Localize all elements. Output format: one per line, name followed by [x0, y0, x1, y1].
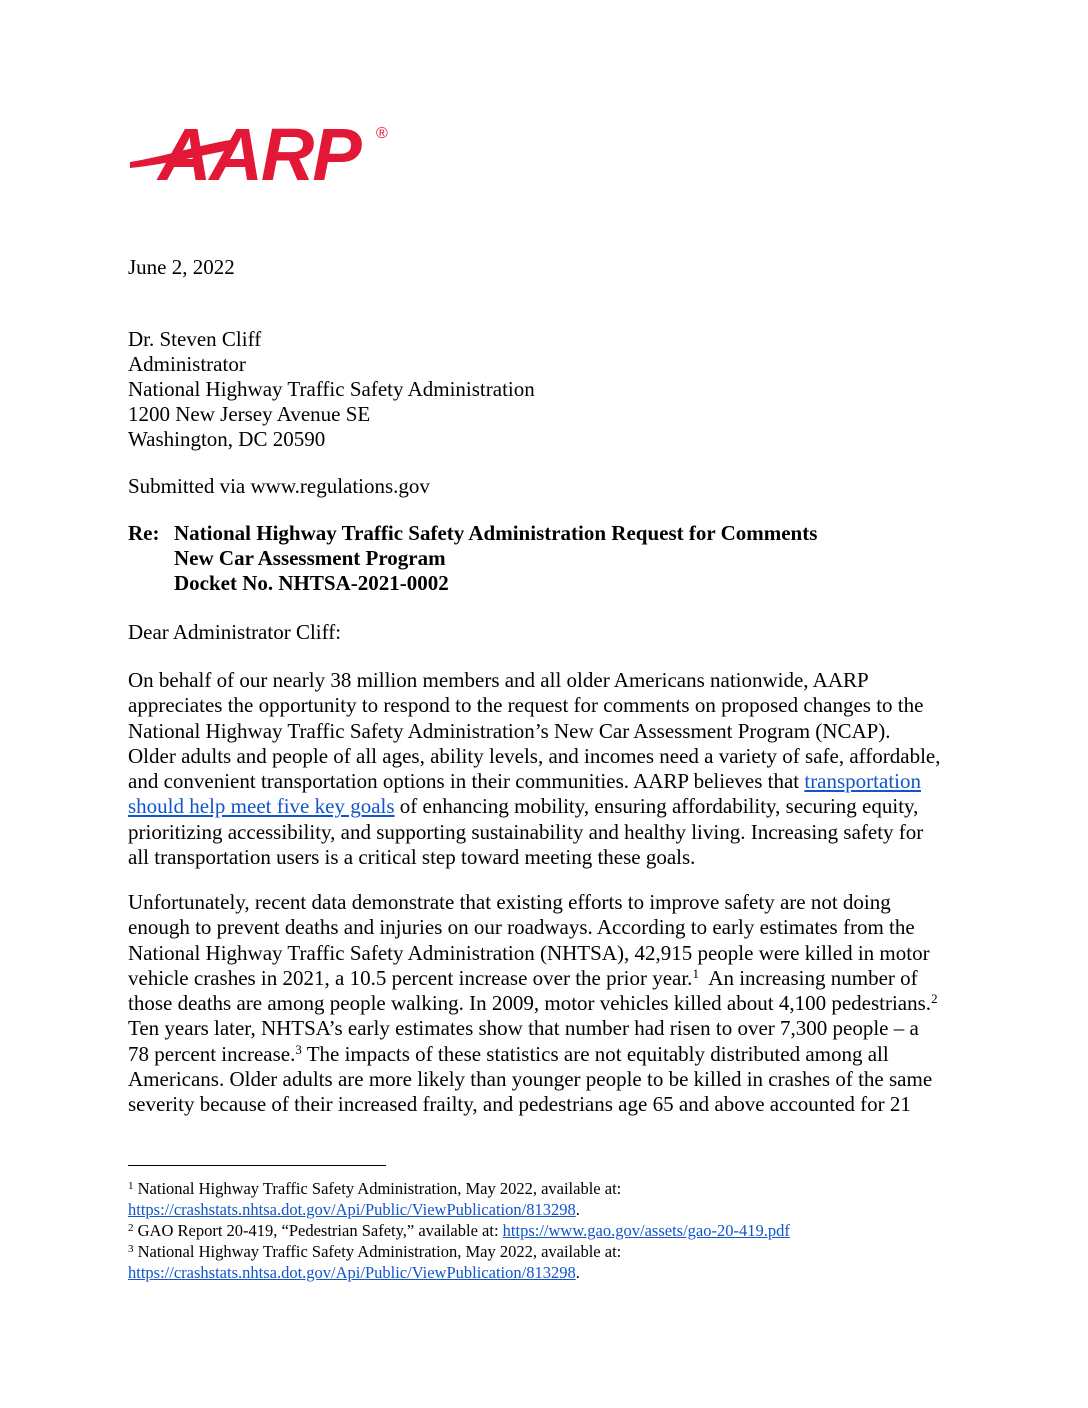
letter-date: June 2, 2022 — [128, 255, 235, 279]
footnote-2-link[interactable]: https://www.gao.gov/assets/gao-20-419.pdf — [502, 1221, 790, 1240]
text-span: 78 percent increase. — [128, 1041, 296, 1066]
text-span: those deaths are among people walking. In 2009, motor vehicles killed about 4,100 pedestrians. — [128, 991, 932, 1016]
re-label: Re: — [128, 521, 160, 545]
subject-block — [128, 521, 817, 596]
text-line: prioritizing accessibility, and supporting sustainability and healthy living. Increasing safety for — [128, 819, 924, 844]
text-span: and convenient transportation options in their communities. AARP believes that — [128, 769, 805, 794]
re-line-3: Docket No. NHTSA-2021-0002 — [174, 571, 449, 595]
footnote-1 — [128, 1178, 621, 1220]
footnote-ref-2[interactable]: 2 — [931, 991, 938, 1007]
recipient-address — [128, 327, 535, 452]
registered-mark: ® — [376, 125, 388, 142]
footnote-number: 2 — [128, 1222, 134, 1234]
footnote-1-link[interactable]: https://crashstats.nhtsa.dot.gov/Api/Public/ViewPublication/813298 — [128, 1200, 576, 1219]
footnote-divider — [128, 1165, 386, 1166]
text-line: On behalf of our nearly 38 million members and all older Americans nationwide, AARP — [128, 668, 869, 692]
recipient-org: National Highway Traffic Safety Administration — [128, 377, 535, 401]
text-line: Unfortunately, recent data demonstrate that existing efforts to improve safety are not doing — [128, 890, 891, 914]
text-line: appreciates the opportunity to respond to the request for comments on proposed changes to the — [128, 693, 924, 718]
transportation-goals-link-cont[interactable]: should help meet five key goals — [128, 794, 395, 819]
text-line: Americans. Older adults are more likely than younger people to be killed in crashes of the same — [128, 1067, 933, 1092]
footnote-ref-1[interactable]: 1 — [692, 965, 699, 981]
recipient-city: Washington, DC 20590 — [128, 427, 326, 451]
footnote-ref-3[interactable]: 3 — [295, 1041, 302, 1057]
text-line — [128, 769, 940, 794]
footnote-text: National Highway Traffic Safety Administration, May 2022, available at: — [133, 1242, 622, 1261]
re-line-2: New Car Assessment Program — [174, 546, 446, 570]
text-line — [128, 966, 940, 991]
transportation-goals-link[interactable]: transportation — [804, 769, 921, 794]
text-line — [128, 794, 940, 819]
footnote-2 — [128, 1220, 790, 1241]
text-line — [128, 991, 940, 1016]
logo-wordmark: AARP — [158, 118, 360, 186]
text-line: enough to prevent deaths and injuries on our roadways. According to early estimates from the — [128, 915, 915, 940]
text-line: Ten years later, NHTSA’s early estimates show that number had risen to over 7,300 people – a — [128, 1016, 919, 1041]
text-span: vehicle crashes in 2021, a 10.5 percent increase over the prior year. — [128, 965, 693, 990]
re-line-1: National Highway Traffic Safety Administration Request for Comments — [174, 521, 818, 545]
text-line: all transportation users is a critical step toward meeting these goals. — [128, 845, 696, 870]
paragraph-2 — [128, 890, 940, 1118]
footnote-number: 3 — [128, 1243, 134, 1255]
footnote-3 — [128, 1241, 621, 1283]
text-line — [128, 1042, 940, 1067]
paragraph-1 — [128, 668, 940, 870]
text-line: National Highway Traffic Safety Administration’s New Car Assessment Program (NCAP). — [128, 718, 891, 743]
footnote-text: . — [575, 1263, 580, 1282]
footnote-number: 1 — [128, 1180, 134, 1192]
text-line: severity because of their increased frailty, and pedestrians age 65 and above accounted for 21 — [128, 1092, 911, 1117]
submitted-line: Submitted via www.regulations.gov — [128, 474, 430, 498]
aarp-logo — [126, 118, 388, 186]
footnote-text: GAO Report 20-419, “Pedestrian Safety,” available at: — [133, 1221, 503, 1240]
footnote-3-link[interactable]: https://crashstats.nhtsa.dot.gov/Api/Public/ViewPublication/813298 — [128, 1263, 576, 1282]
recipient-name: Dr. Steven Cliff — [128, 327, 262, 351]
text-span: An increasing number of — [698, 965, 918, 990]
recipient-street: 1200 New Jersey Avenue SE — [128, 402, 371, 426]
text-span: of enhancing mobility, ensuring affordability, securing equity, — [394, 794, 919, 819]
salutation: Dear Administrator Cliff: — [128, 620, 342, 644]
text-span: The impacts of these statistics are not equitably distributed among all — [301, 1041, 889, 1066]
text-line: National Highway Traffic Safety Administration (NHTSA), 42,915 people were killed in motor — [128, 940, 930, 965]
footnote-text: . — [575, 1200, 580, 1219]
footnote-text: National Highway Traffic Safety Administration, May 2022, available at: — [133, 1179, 622, 1198]
recipient-title: Administrator — [128, 352, 246, 376]
text-line: Older adults and people of all ages, ability levels, and incomes need a variety of safe, affordable, — [128, 743, 941, 768]
